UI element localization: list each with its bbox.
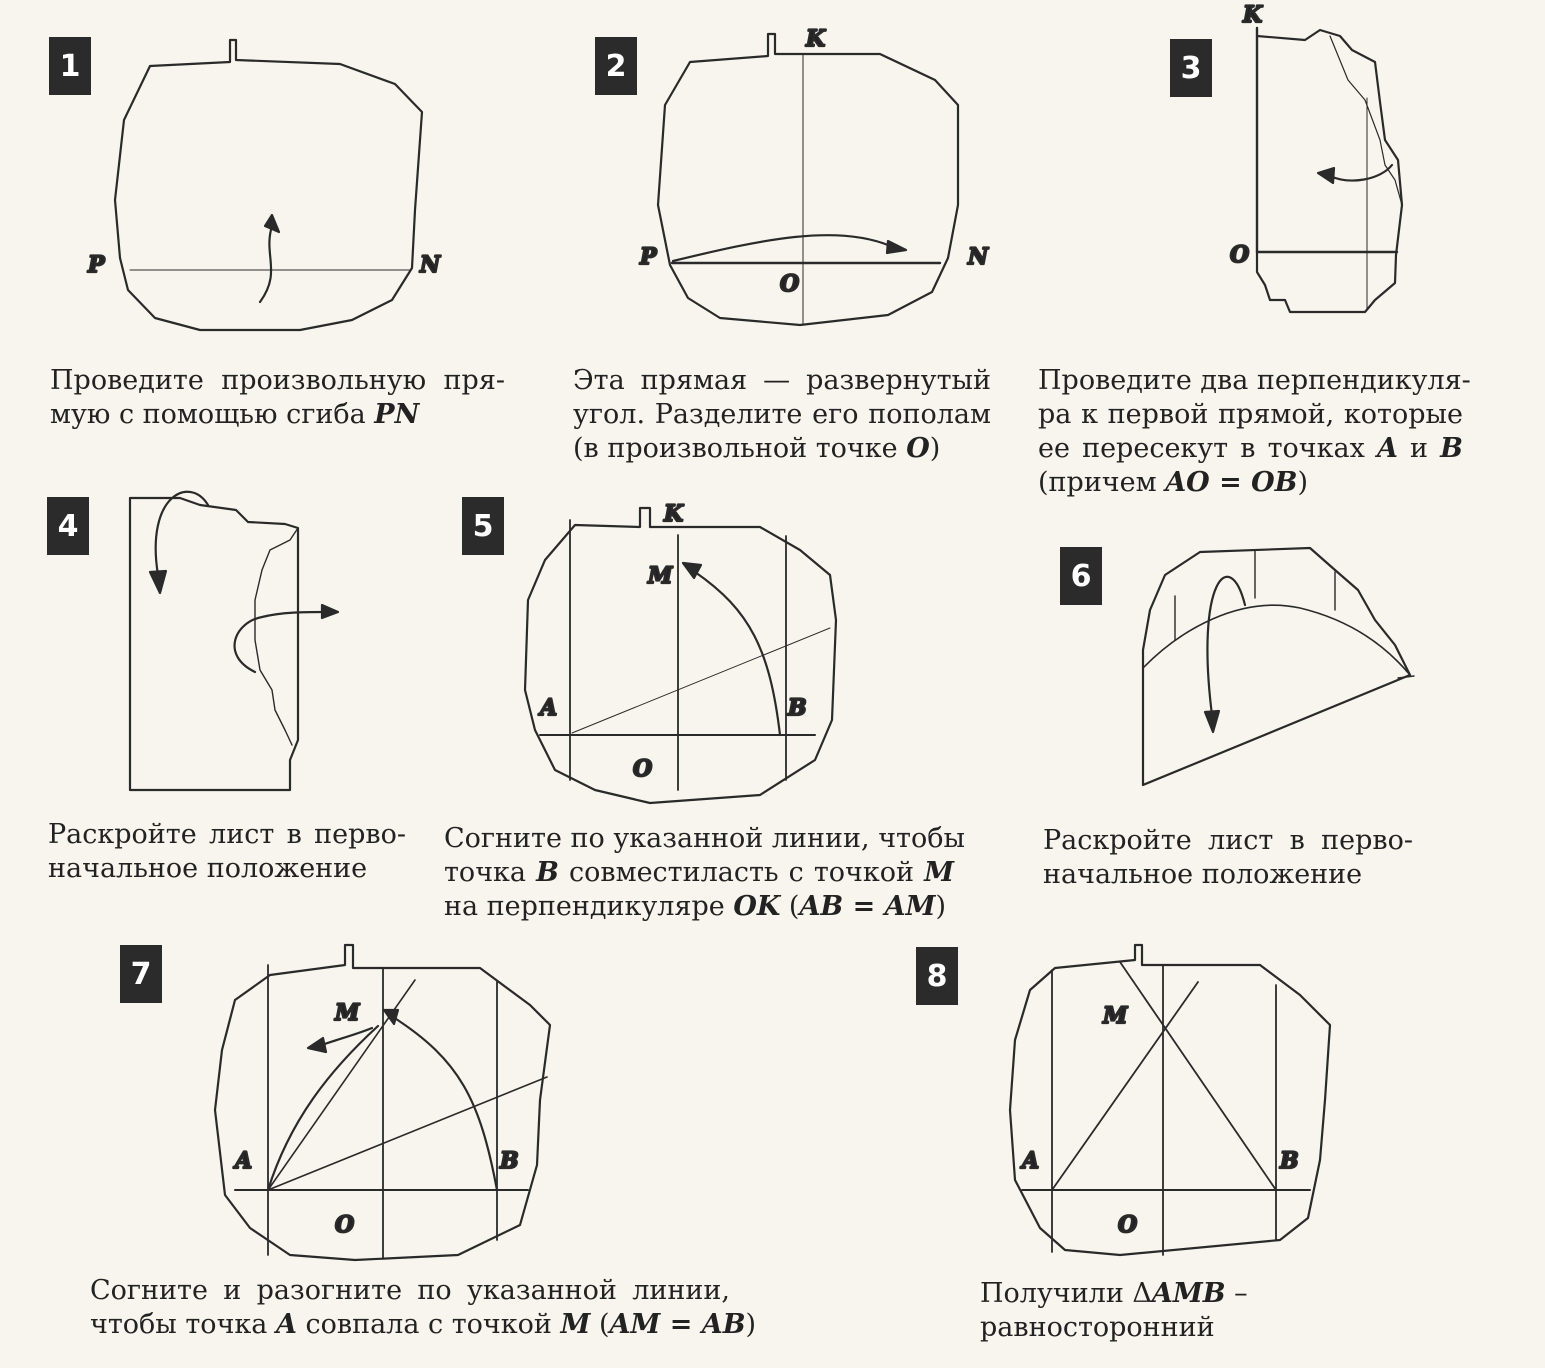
label-k: K [664,501,684,527]
folded-layer [1143,605,1410,675]
label-b: B [500,1148,519,1174]
caption-line [90,1308,757,1342]
label-o: O [1118,1212,1138,1238]
caption-text: ( [780,891,800,922]
step-badge-8: 8 [916,947,958,1005]
caption-math: AM = AB [609,1309,746,1340]
caption-line [48,818,406,852]
step-5-diagram [525,501,836,803]
step-caption-2 [573,364,991,466]
label-a: A [235,1148,253,1174]
label-a: A [1022,1148,1040,1174]
step-caption-1 [50,364,505,432]
caption-math: A [275,1309,297,1340]
caption-math: M [560,1309,591,1340]
fold-arrow [260,226,272,302]
label-k: K [806,26,826,52]
caption-text: Согните по указанной линии, чтобы [444,823,965,854]
label-m: M [1103,1003,1128,1029]
paper-outline [1143,548,1410,785]
caption-line [1043,824,1413,858]
step-caption-8 [980,1277,1280,1345]
caption-line [980,1277,1280,1311]
step-badge-6: 6 [1060,547,1102,605]
caption-text: начальное положение [48,853,368,884]
arrow-head [683,563,701,578]
caption-text: ее пересекут в точках [1038,433,1377,464]
arrow-head [1318,168,1334,183]
caption-text: угол. Разделите его пополам [573,399,991,430]
step-caption-5 [444,822,965,924]
caption-line [444,890,954,924]
paper-outline [1010,945,1330,1255]
caption-text: совместиласть с точкой [558,857,925,888]
step-badge-2: 2 [595,37,637,95]
fold-arrow [322,1028,372,1045]
label-n: N [968,244,989,270]
fold-edge-tick [1398,676,1414,678]
caption-line [1043,858,1413,892]
step-badge-1: 1 [49,37,91,95]
caption-text: чтобы точка [90,1309,276,1340]
caption-math: PN [374,399,420,430]
caption-text: (в произвольной точке [573,433,907,464]
arrow-head [887,241,906,253]
step-3-diagram [1230,2,1402,312]
label-p: P [640,244,657,270]
caption-text: ) [935,891,947,922]
arrow-head [1205,711,1219,732]
paper-outline [525,508,836,803]
fold-arrow [673,235,895,261]
caption-line [573,432,991,466]
caption-text: равносторонний [980,1312,1215,1343]
step-badge-5: 5 [462,497,504,555]
caption-text: ) [1297,467,1309,498]
caption-math: AO = OB [1165,467,1298,498]
caption-line [50,398,505,432]
caption-text: (причем [1038,467,1166,498]
label-a: A [540,695,558,721]
caption-line [444,822,965,856]
caption-math: OK [733,891,781,922]
caption-text: ра к первой прямой, которые [1038,399,1463,430]
caption-math: AMB [1151,1278,1226,1309]
torn-edge [255,528,298,745]
caption-line [980,1311,1280,1345]
arrow-head [322,605,338,618]
step-4-diagram [130,492,338,790]
caption-line [1038,364,1471,398]
caption-math: AB = AM [799,891,936,922]
label-b: B [1280,1148,1299,1174]
caption-text: Раскройте лист в перво- [1043,825,1413,856]
arrow-head [150,571,166,593]
caption-math: B [1440,433,1463,464]
caption-text: на перпендикуляре [444,891,734,922]
caption-line [1038,432,1463,466]
step-badge-7: 7 [120,945,162,1003]
caption-text: Согните и разогните по указанной линии, [90,1275,730,1306]
caption-line [1038,466,1463,500]
label-o: O [780,271,800,297]
label-p: P [88,252,105,278]
label-n: N [420,252,441,278]
caption-line [90,1274,730,1308]
fold-arrow [1330,165,1392,180]
caption-text: Раскройте лист в перво- [48,819,406,850]
caption-line [444,856,954,890]
label-o: O [633,756,653,782]
arrow-head [308,1038,326,1052]
step-caption-3 [1038,364,1471,500]
caption-line [48,852,406,886]
caption-text: ( [590,1309,610,1340]
label-m: M [335,1000,360,1026]
caption-text: начальное положение [1043,859,1363,890]
step-badge-4: 4 [47,497,89,555]
caption-line [573,398,991,432]
side-bm [1120,962,1276,1190]
step-badge-3: 3 [1170,39,1212,97]
step-7-diagram [215,945,550,1260]
caption-math: O [906,433,930,464]
step-caption-4 [48,818,406,886]
label-k: K [1243,2,1263,28]
caption-math: B [536,857,559,888]
step-2-diagram [639,26,989,325]
caption-text: ) [745,1309,757,1340]
caption-line [50,364,505,398]
step-6-diagram [1143,548,1414,785]
label-m: M [648,563,673,589]
label-b: B [788,695,807,721]
fold-arrow [1207,577,1245,715]
step-caption-7 [90,1274,757,1342]
step-caption-6 [1043,824,1413,892]
label-o: O [1230,242,1250,268]
caption-line [573,364,991,398]
caption-text: – [1225,1278,1248,1309]
step-8-diagram [1010,945,1330,1255]
caption-math: A [1376,433,1398,464]
caption-text: точка [444,857,537,888]
caption-text: Эта прямая — развернутый [573,365,991,396]
arrow-head [265,215,279,232]
caption-line [1038,398,1463,432]
caption-text: и [1397,433,1441,464]
caption-text: совпала с точкой [296,1309,561,1340]
paper-outline [658,34,958,325]
caption-math: M [924,857,954,888]
caption-text: ) [929,433,941,464]
label-o: O [335,1212,355,1238]
caption-text: Проведите два перпендикуля- [1038,365,1471,396]
step-1-diagram [87,40,441,330]
caption-text: Проведите произвольную пря- [50,365,505,396]
caption-text: Получили Δ [980,1278,1152,1309]
fold-arrow-side [235,612,325,672]
caption-text: мую с помощью сгиба [50,399,375,430]
